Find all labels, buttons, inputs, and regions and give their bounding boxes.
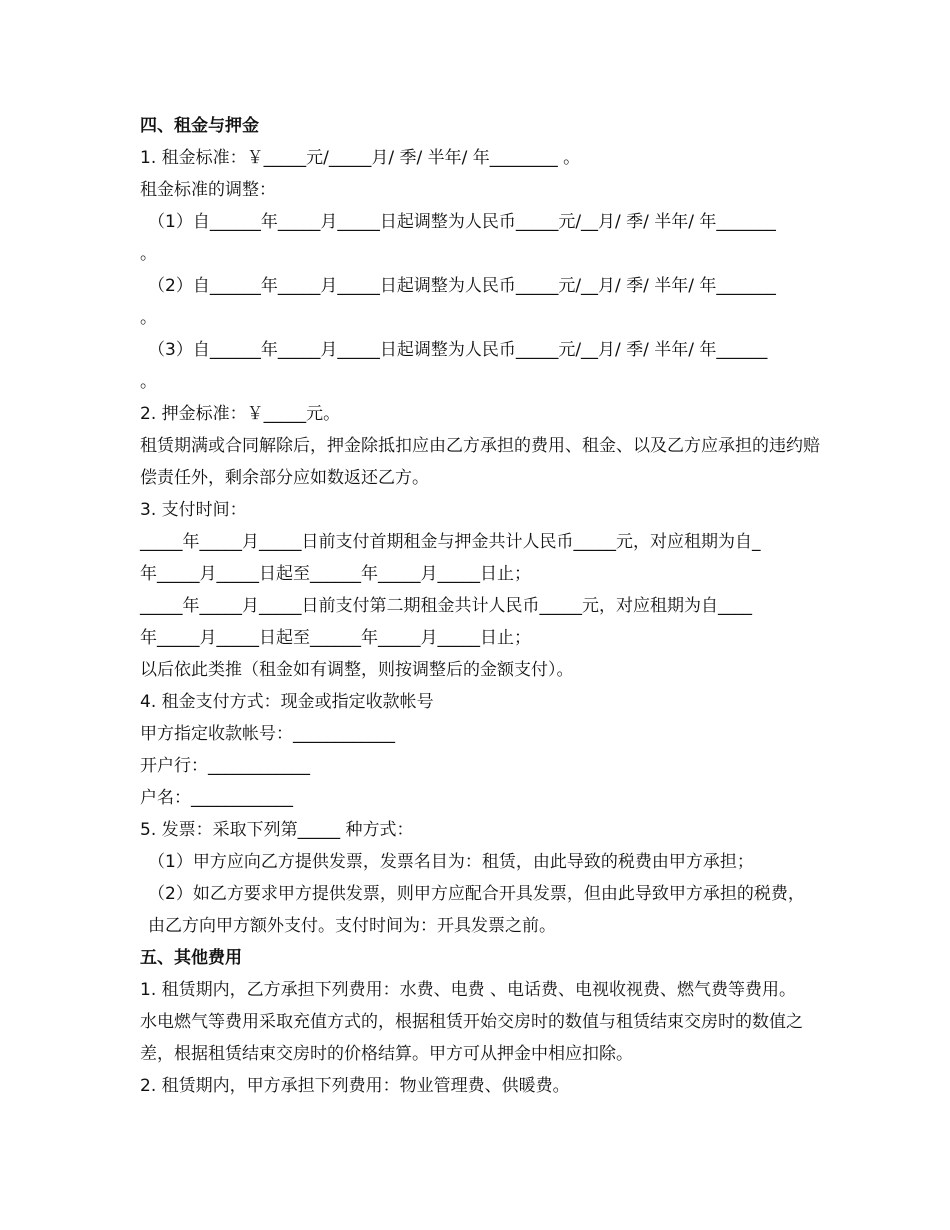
invoice-option-1: （1）甲方应向乙方提供发票，发票名目为：租赁，由此导致的税费由甲方承担； — [148, 852, 754, 872]
bank-name: 开户行：____________ — [140, 756, 310, 776]
pay-time-title: 3. 支付时间： — [140, 500, 247, 520]
section5-heading: 五、其他费用 — [140, 948, 242, 968]
rent-adjust-item-1-tail: 。 — [140, 244, 157, 264]
document-body — [140, 110, 820, 1102]
section4-heading: 四、租金与押金 — [140, 116, 259, 136]
account-number: 甲方指定收款帐号：____________ — [140, 724, 395, 744]
payment-method: 4. 租金支付方式：现金或指定收款帐号 — [140, 692, 434, 712]
tenant-fees: 1. 租赁期内，乙方承担下列费用：水费、电费 、电话费、电视收视费、燃气费等费用。 — [140, 980, 797, 1000]
rent-adjust-item-2: （2）自______年_____月_____日起调整为人民币_____元/__月/ 季/ 半年/ 年_______ — [148, 276, 776, 296]
rent-adjust-item-3: （3）自______年_____月_____日起调整为人民币_____元/__月/ 季/ 半年/ 年______ — [148, 340, 768, 360]
pay-after: 以后依此类推（租金如有调整，则按调整后的金额支付）。 — [140, 660, 574, 680]
pay-second-line-2: 年_____月_____日起至______年_____月_____日止； — [140, 628, 531, 648]
invoice-option-2: （2）如乙方要求甲方提供发票，则甲方应配合开具发票，但由此导致甲方承担的税费，由乙方向甲方额外支付。支付时间为：开具发票之前。 — [148, 884, 805, 936]
pay-first-line-1: _____年_____月_____日前支付首期租金与押金共计人民币_____元，对应租期为自_ — [140, 532, 761, 552]
pay-first-line-2: 年_____月_____日起至______年_____月_____日止； — [140, 564, 531, 584]
rent-adjust-item-3-tail: 。 — [140, 372, 157, 392]
prepaid-utilities: 水电燃气等费用采取充值方式的，根据租赁开始交房时的数值与租赁结束交房时的数值之差，根据租赁结束交房时的价格结算。甲方可从押金中相应扣除。 — [140, 1012, 803, 1064]
rent-adjust-title: 租金标准的调整： — [140, 180, 276, 200]
landlord-fees: 2. 租赁期内，甲方承担下列费用：物业管理费、供暖费。 — [140, 1076, 570, 1096]
rent-standard: 1. 租金标准：￥_____元/_____月/ 季/ 半年/ 年________ 。 — [140, 148, 581, 168]
deposit-return: 租赁期满或合同解除后，押金除抵扣应由乙方承担的费用、租金、以及乙方应承担的违约赔偿责任外，剩余部分应如数返还乙方。 — [140, 436, 820, 488]
deposit-standard: 2. 押金标准：￥_____元。 — [140, 404, 341, 424]
rent-adjust-item-2-tail: 。 — [140, 308, 157, 328]
account-holder: 户名：____________ — [140, 788, 293, 808]
pay-second-line-1: _____年_____月_____日前支付第二期租金共计人民币_____元，对应租期为自____ — [140, 596, 752, 616]
invoice-title: 5. 发票：采取下列第_____ 种方式： — [140, 820, 414, 840]
rent-adjust-item-1: （1）自______年_____月_____日起调整为人民币_____元/__月/ 季/ 半年/ 年_______ — [148, 212, 776, 232]
